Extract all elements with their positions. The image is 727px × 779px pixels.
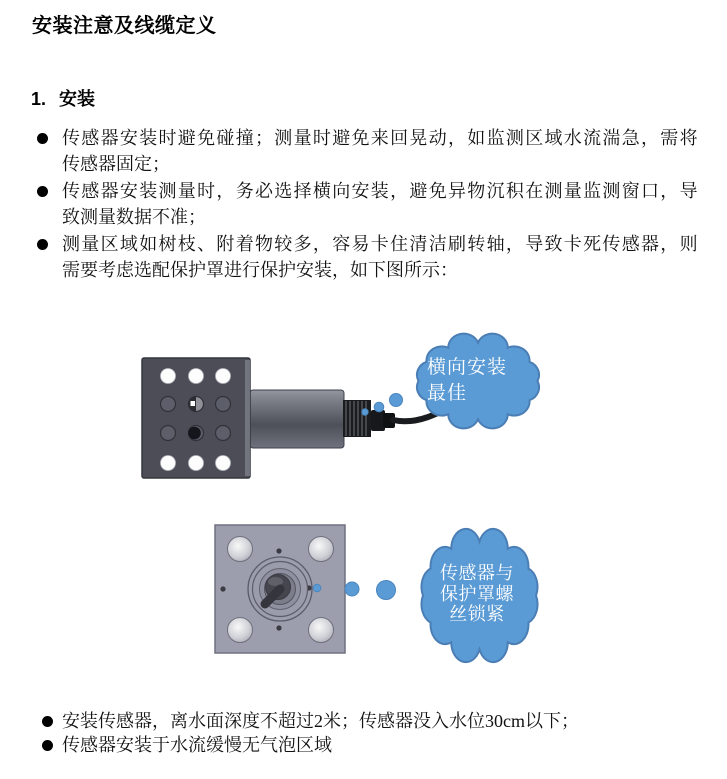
bullet-icon — [37, 133, 48, 144]
callout-line: 传感器与 — [440, 563, 514, 583]
callout-horizontal-install — [427, 355, 507, 407]
sensor-threaded-connector — [343, 400, 395, 437]
callout-line: 横向安装 — [427, 357, 508, 378]
bullet-1-line-1: 传感器安装时避免碰撞；测量时避免来回晃动，如监测区域水流湍急，需将 — [62, 128, 699, 148]
protection-plate-perforated — [142, 358, 250, 478]
page-title: 安装注意及线缆定义 — [32, 15, 217, 37]
section-number: 1. — [31, 89, 47, 109]
bullet-icon — [37, 186, 48, 197]
bottom-bullet-2: 传感器安装于水流缓慢无气泡区域 — [62, 735, 332, 755]
bullet-icon — [42, 740, 53, 751]
bullet-icon — [42, 716, 53, 727]
sensor-cylinder-body — [250, 390, 344, 448]
plate-holes-row-bottom — [161, 456, 231, 471]
section-heading — [31, 85, 95, 111]
bullet-2-line-1: 传感器安装测量时，务必选择横向安装，避免异物沉积在测量监测窗口，导 — [62, 181, 699, 201]
bullet-1-line-2: 传感器固定； — [62, 154, 170, 174]
sensor-head-with-wiper — [248, 557, 312, 621]
bullet-icon — [37, 239, 48, 250]
bullet-3-line-1: 测量区域如树枝、附着物较多，容易卡住清洁刷转轴，导致卡死传感器，则 — [62, 234, 699, 254]
callout-line: 保护罩螺 — [440, 583, 514, 604]
plate-holes-row-top — [161, 369, 231, 384]
callout-line: 最佳 — [427, 383, 468, 404]
callout-line: 丝锁紧 — [449, 604, 505, 624]
bottom-bullet-1: 安装传感器，离水面深度不超过2米；传感器没入水位30cm以下； — [62, 711, 579, 731]
protection-cover-plate — [215, 525, 345, 653]
bullet-3-line-2: 需要考虑选配保护罩进行保护安装，如下图所示： — [62, 260, 458, 280]
callout-screw-lock — [420, 563, 534, 625]
section-title: 安装 — [59, 89, 96, 109]
bullet-2-line-2: 致测量数据不准； — [62, 207, 206, 227]
